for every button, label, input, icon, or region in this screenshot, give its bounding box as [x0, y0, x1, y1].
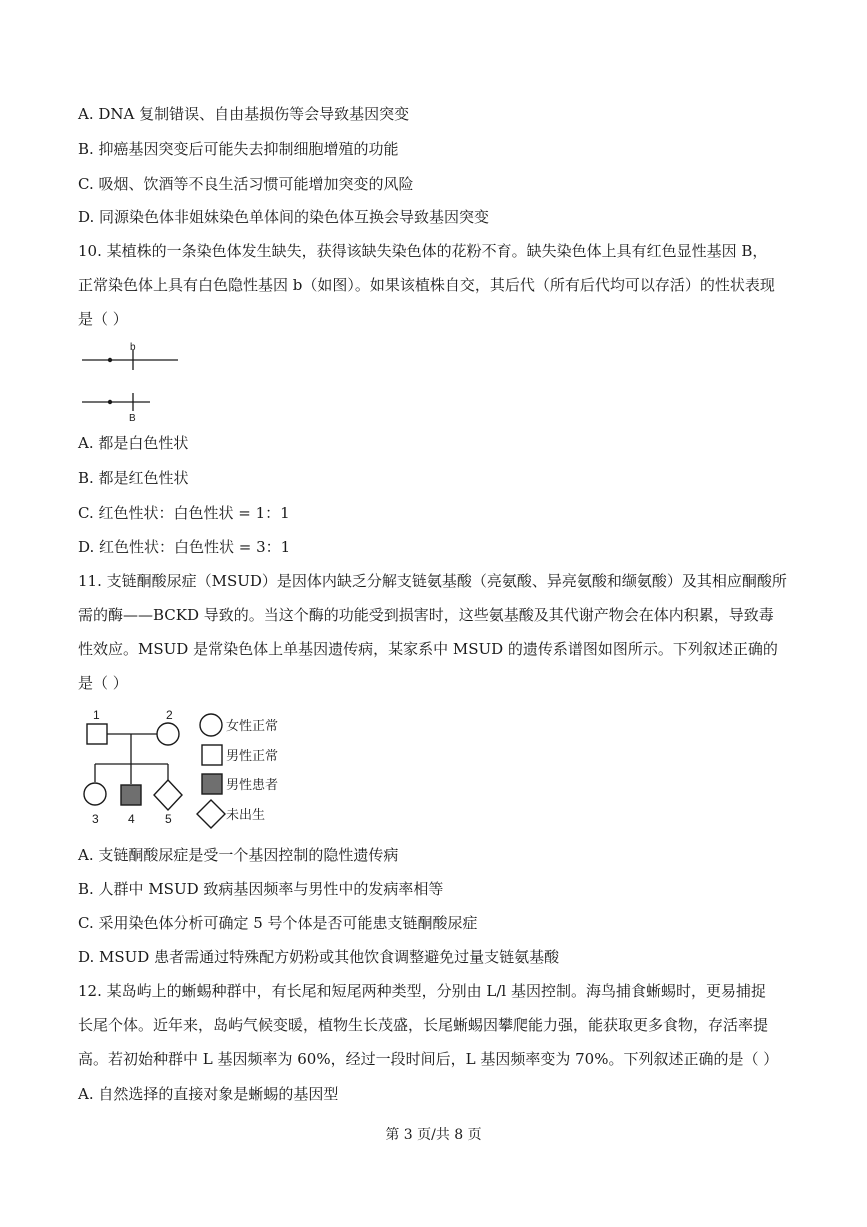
legend-female-normal: 女性正常: [226, 718, 279, 733]
q11-option-d: D. MSUD 患者需通过特殊配方奶粉或其他饮食调整避免过量支链氨基酸: [78, 948, 560, 966]
q10-option-c: C. 红色性状：白色性状 = 1：1: [78, 504, 290, 522]
q11-option-c: C. 采用染色体分析可确定 5 号个体是否可能患支链酮酸尿症: [78, 914, 478, 932]
individual-3-number: 3: [92, 812, 99, 826]
q10-stem-line-1: 10. 某植株的一条染色体发生缺失，获得该缺失染色体的花粉不育。缺失染色体上具有红色显性基因 B，: [78, 242, 768, 260]
q10-option-b: B. 都是红色性状: [78, 469, 189, 487]
q11-option-b: B. 人群中 MSUD 致病基因频率与男性中的发病率相等: [78, 880, 444, 898]
chromosome-figure: [78, 338, 188, 426]
legend-male-affected-icon: [202, 774, 222, 794]
q12-stem-line-1: 12. 某岛屿上的蜥蜴种群中，有长尾和短尾两种类型，分别由 L/l 基因控制。海鸟捕食蜥蜴时，更易捕捉: [78, 982, 766, 1000]
q12-stem-line-3: 高。若初始种群中 L 基因频率为 60%，经过一段时间后，L 基因频率变为 70%。下列叙述正确的是（ ）: [78, 1050, 779, 1068]
q9-option-c: C. 吸烟、饮酒等不良生活习惯可能增加突变的风险: [78, 175, 414, 193]
pedigree-chart: [78, 702, 318, 832]
gene-B-label: B: [129, 413, 136, 424]
page-footer: 第 3 页/共 8 页: [385, 1127, 482, 1143]
deleted-chromosome: [82, 393, 150, 411]
individual-3-circle: [84, 783, 106, 805]
legend-male-normal: 男性正常: [226, 748, 279, 763]
q12-option-a: A. 自然选择的直接对象是蜥蜴的基因型: [78, 1085, 339, 1103]
individual-4-number: 4: [128, 812, 135, 826]
q9-option-d: D. 同源染色体非姐妹染色单体间的染色体互换会导致基因突变: [78, 208, 490, 226]
q10-option-a: A. 都是白色性状: [78, 434, 189, 452]
q10-option-d: D. 红色性状：白色性状 = 3：1: [78, 538, 291, 556]
q11-stem-line-4: 是（ ）: [78, 674, 128, 692]
individual-1-square: [87, 724, 107, 744]
individual-2-number: 2: [166, 708, 173, 722]
legend-female-normal-icon: [200, 714, 222, 736]
legend-male-affected: 男性患者: [226, 777, 279, 792]
q11-stem-line-3: 性效应。MSUD 是常染色体上单基因遗传病，某家系中 MSUD 的遗传系谱图如图所示。下列叙述正确的: [78, 640, 778, 658]
legend-unborn: 未出生: [226, 807, 266, 822]
q11-stem-line-1: 11. 支链酮酸尿症（MSUD）是因体内缺乏分解支链氨基酸（亮氨酸、异亮氨酸和缬氨酸）及其相应酮酸所: [78, 572, 787, 590]
individual-2-circle: [157, 723, 179, 745]
q11-stem-line-2: 需的酶——BCKD 导致的。当这个酶的功能受到损害时，这些氨基酸及其代谢产物会在体内积累，导致毒: [78, 606, 774, 624]
q10-stem-line-3: 是（ ）: [78, 310, 128, 328]
q12-stem-line-2: 长尾个体。近年来，岛屿气候变暖，植物生长茂盛，长尾蜥蜴因攀爬能力强，能获取更多食物，存活率提: [78, 1016, 769, 1034]
q9-option-b: B. 抑癌基因突变后可能失去抑制细胞增殖的功能: [78, 140, 399, 158]
gene-b-label: b: [130, 342, 136, 353]
individual-5-number: 5: [165, 812, 172, 826]
individual-4-affected-square: [121, 785, 141, 805]
q9-option-a: A. DNA 复制错误、自由基损伤等会导致基因突变: [78, 105, 410, 123]
q11-option-a: A. 支链酮酸尿症是受一个基因控制的隐性遗传病: [78, 846, 399, 864]
individual-5-diamond: [154, 780, 182, 810]
legend-unborn-icon: [197, 800, 225, 828]
q10-stem-line-2: 正常染色体上具有白色隐性基因 b（如图）。如果该植株自交，其后代（所有后代均可以存活）的性状表现: [78, 276, 775, 294]
legend-male-normal-icon: [202, 745, 222, 765]
individual-1-number: 1: [93, 708, 100, 722]
normal-chromosome: [82, 350, 178, 370]
